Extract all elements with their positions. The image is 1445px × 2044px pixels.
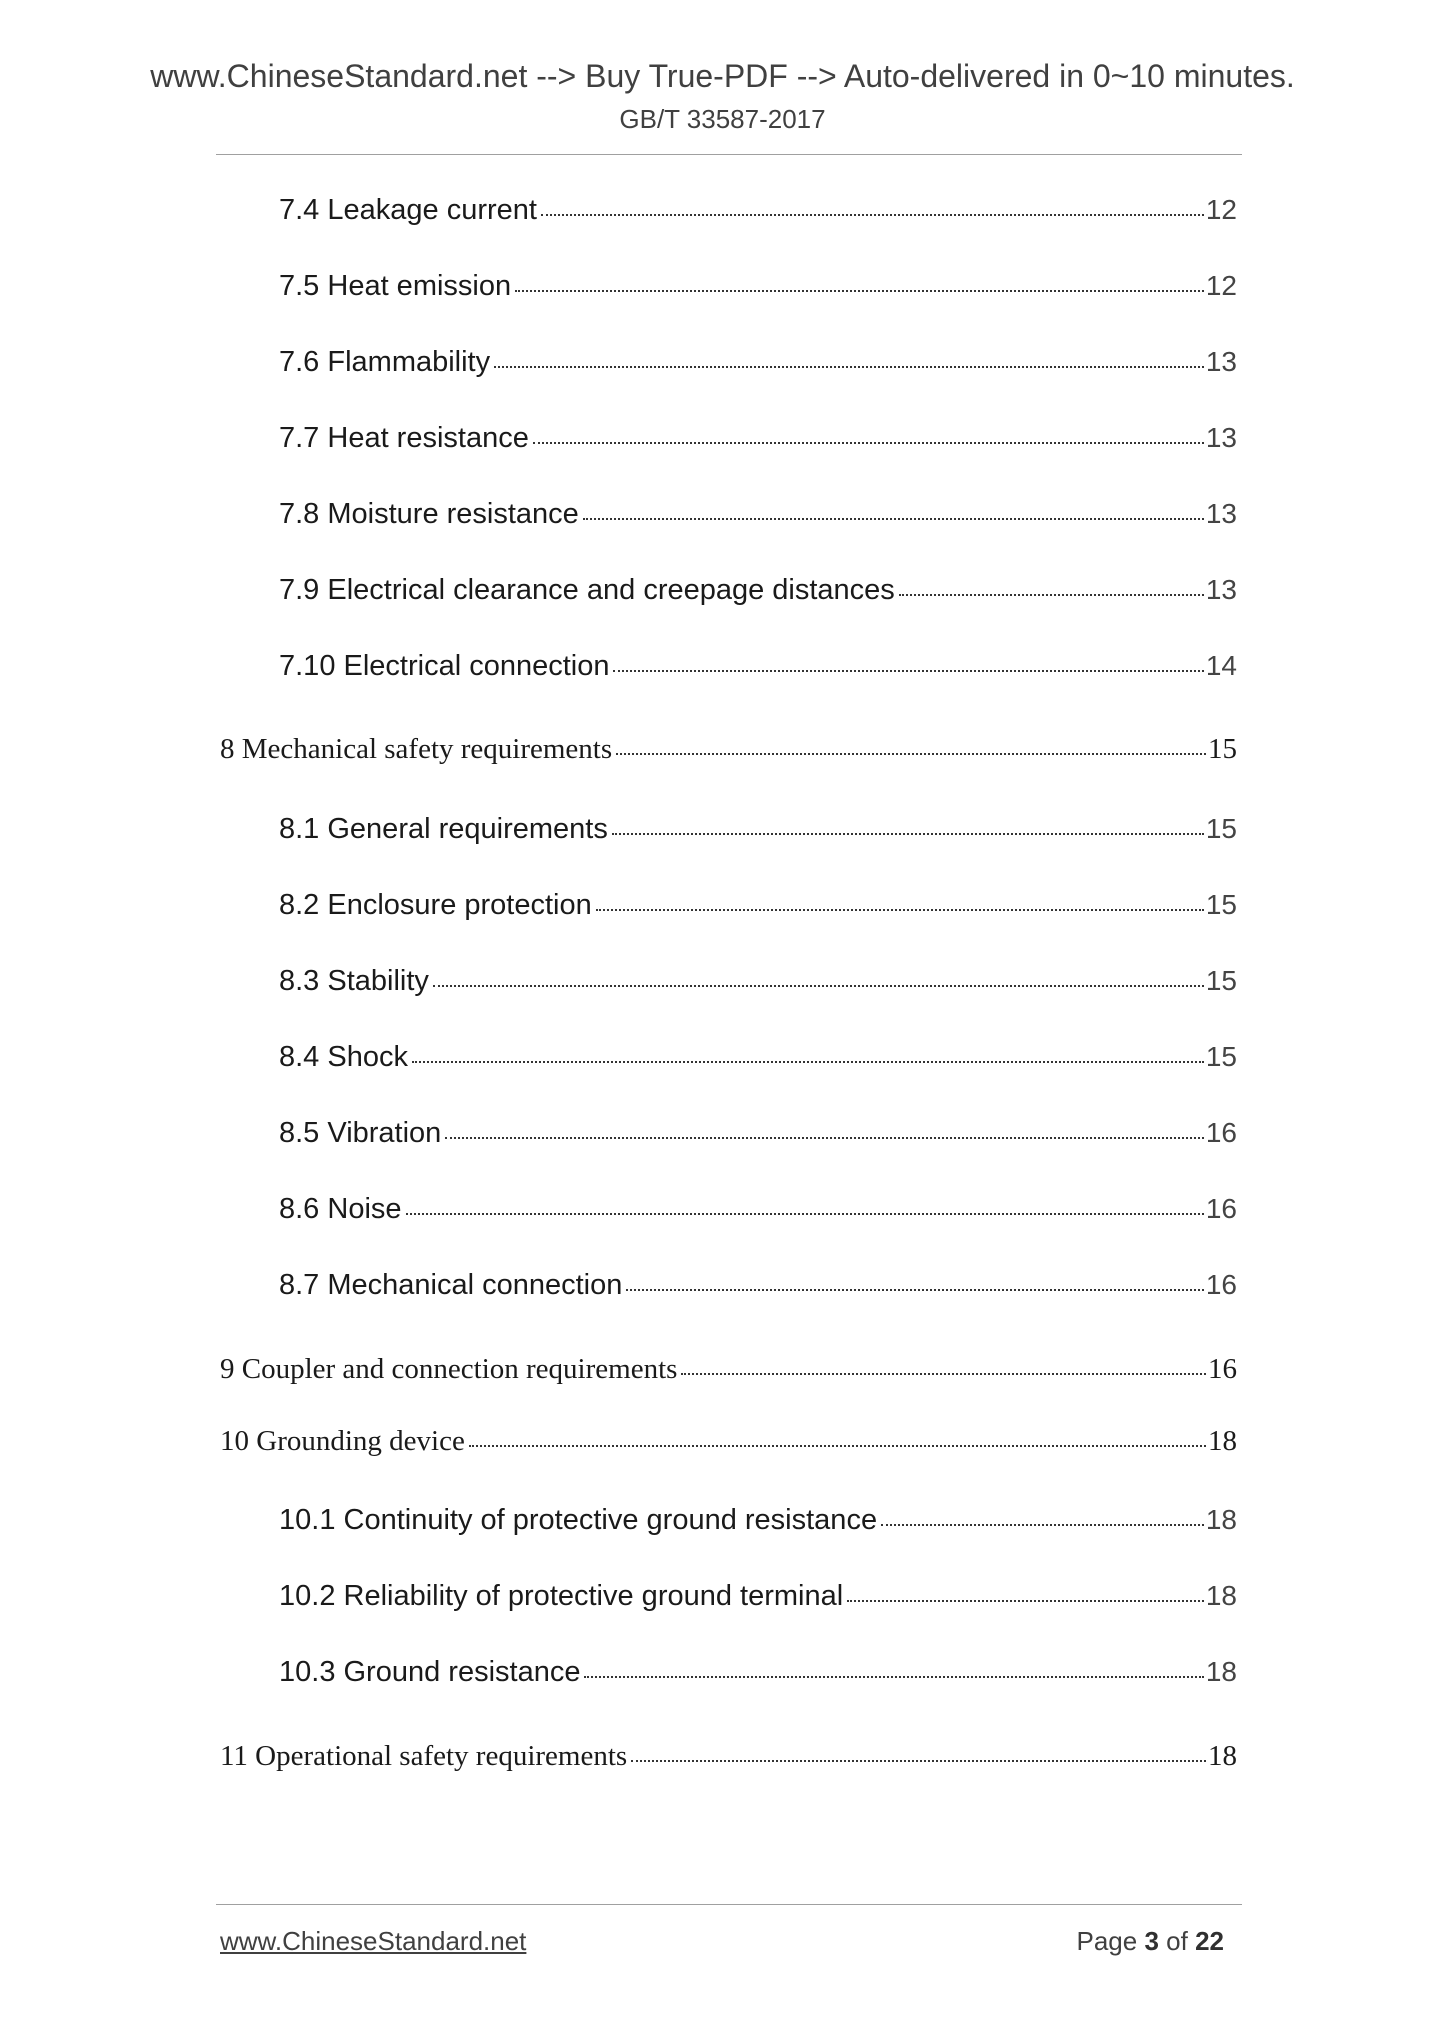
toc-entry-page: 14 xyxy=(1205,650,1237,681)
toc-entry[interactable] xyxy=(279,1117,1237,1150)
toc-entry-label: 8.3 Stability xyxy=(279,965,429,997)
toc-entry-page: 15 xyxy=(1205,1041,1237,1072)
toc-entry-page: 13 xyxy=(1205,498,1237,529)
toc-entry-page: 13 xyxy=(1205,346,1237,377)
toc-entry-page: 18 xyxy=(1208,1425,1237,1457)
toc-entry[interactable] xyxy=(279,422,1237,455)
toc-entry-label: 8.5 Vibration xyxy=(279,1117,442,1149)
toc-entry-page: 13 xyxy=(1205,422,1237,453)
toc-entry-label: 7.8 Moisture resistance xyxy=(279,498,579,530)
toc-leader-dots xyxy=(445,1137,1204,1139)
toc-leader-dots xyxy=(899,594,1204,596)
toc-entry-label: 8.1 General requirements xyxy=(279,813,608,845)
toc-entry-page: 18 xyxy=(1205,1656,1237,1687)
toc-entry-label: 8.6 Noise xyxy=(279,1193,402,1225)
document-number: GB/T 33587-2017 xyxy=(619,104,826,134)
toc-leader-dots xyxy=(533,442,1204,444)
toc-entry-page: 15 xyxy=(1208,733,1237,765)
page-prefix: Page xyxy=(1076,1926,1138,1956)
toc-entry-label: 8.7 Mechanical connection xyxy=(279,1269,623,1301)
toc-entry-label: 11 Operational safety requirements xyxy=(220,1740,628,1772)
toc-leader-dots xyxy=(584,1676,1203,1678)
toc-entry[interactable] xyxy=(279,1580,1237,1613)
toc-leader-dots xyxy=(681,1373,1206,1375)
toc-entry-label: 7.5 Heat emission xyxy=(279,270,512,302)
toc-entry[interactable] xyxy=(279,965,1237,998)
toc-entry[interactable] xyxy=(279,1504,1237,1537)
toc-leader-dots xyxy=(612,833,1204,835)
toc-leader-dots xyxy=(847,1600,1204,1602)
toc-entry-page: 18 xyxy=(1205,1504,1237,1535)
toc-entry-label: 7.10 Electrical connection xyxy=(279,650,610,682)
toc-leader-dots xyxy=(583,518,1204,520)
toc-leader-dots xyxy=(596,909,1204,911)
current-page-number: 3 xyxy=(1144,1926,1159,1956)
toc-entry-page: 16 xyxy=(1205,1117,1237,1148)
toc-entry-page: 16 xyxy=(1208,1353,1237,1385)
toc-leader-dots xyxy=(494,366,1204,368)
toc-entry[interactable] xyxy=(279,498,1237,531)
toc-entry[interactable] xyxy=(220,1353,1237,1386)
toc-entry[interactable] xyxy=(279,574,1237,607)
toc-entry-page: 12 xyxy=(1205,194,1237,225)
toc-entry[interactable] xyxy=(279,650,1237,683)
toc-entry[interactable] xyxy=(279,1656,1237,1689)
toc-entry[interactable] xyxy=(279,346,1237,379)
toc-entry-page: 16 xyxy=(1205,1193,1237,1224)
toc-leader-dots xyxy=(412,1061,1204,1063)
toc-entry[interactable] xyxy=(220,1740,1237,1773)
toc-entry-label: 8 Mechanical safety requirements xyxy=(220,733,613,765)
footer-divider xyxy=(216,1904,1242,1905)
toc-entry-label: 8.2 Enclosure protection xyxy=(279,889,592,921)
toc-entry-page: 13 xyxy=(1205,574,1237,605)
toc-leader-dots xyxy=(469,1445,1206,1447)
toc-entry[interactable] xyxy=(220,1425,1237,1458)
toc-entry-page: 18 xyxy=(1205,1580,1237,1611)
toc-entry[interactable] xyxy=(279,1269,1237,1302)
toc-entry[interactable] xyxy=(279,889,1237,922)
toc-leader-dots xyxy=(515,290,1204,292)
toc-entry-label: 7.4 Leakage current xyxy=(279,194,537,226)
toc-entry-label: 10.1 Continuity of protective ground resistance xyxy=(279,1504,878,1536)
toc-entry-label: 10.2 Reliability of protective ground terminal xyxy=(279,1580,844,1612)
toc-entry[interactable] xyxy=(279,813,1237,846)
toc-entry[interactable] xyxy=(279,1193,1237,1226)
footer-website-link[interactable]: www.ChineseStandard.net xyxy=(220,1926,527,1956)
toc-entry-label: 8.4 Shock xyxy=(279,1041,408,1073)
toc-entry-label: 10 Grounding device xyxy=(220,1425,465,1457)
header-banner: www.ChineseStandard.net --> Buy True-PDF --> Auto-delivered in 0~10 minutes. xyxy=(150,58,1295,94)
toc-entry-label: 7.9 Electrical clearance and creepage distances xyxy=(279,574,895,606)
toc-entry-page: 18 xyxy=(1208,1740,1237,1772)
toc-leader-dots xyxy=(631,1760,1206,1762)
toc-entry[interactable] xyxy=(220,733,1237,766)
toc-leader-dots xyxy=(881,1524,1204,1526)
toc-entry[interactable] xyxy=(279,194,1237,227)
page-of: of xyxy=(1166,1926,1188,1956)
toc-entry-label: 10.3 Ground resistance xyxy=(279,1656,581,1688)
toc-entry-page: 16 xyxy=(1205,1269,1237,1300)
toc-entry-page: 15 xyxy=(1205,813,1237,844)
toc-entry[interactable] xyxy=(279,1041,1237,1074)
toc-entry[interactable] xyxy=(279,270,1237,303)
toc-leader-dots xyxy=(406,1213,1204,1215)
toc-leader-dots xyxy=(433,985,1204,987)
toc-entry-label: 7.7 Heat resistance xyxy=(279,422,529,454)
total-page-count: 22 xyxy=(1195,1926,1224,1956)
toc-leader-dots xyxy=(616,753,1206,755)
toc-entry-page: 15 xyxy=(1205,965,1237,996)
toc-entry-label: 9 Coupler and connection requirements xyxy=(220,1353,678,1385)
toc-entry-page: 12 xyxy=(1205,270,1237,301)
page-indicator xyxy=(1076,1926,1224,1957)
toc-leader-dots xyxy=(541,214,1204,216)
toc-leader-dots xyxy=(626,1289,1203,1291)
toc-leader-dots xyxy=(613,670,1203,672)
toc-entry-page: 15 xyxy=(1205,889,1237,920)
toc-entry-label: 7.6 Flammability xyxy=(279,346,491,378)
